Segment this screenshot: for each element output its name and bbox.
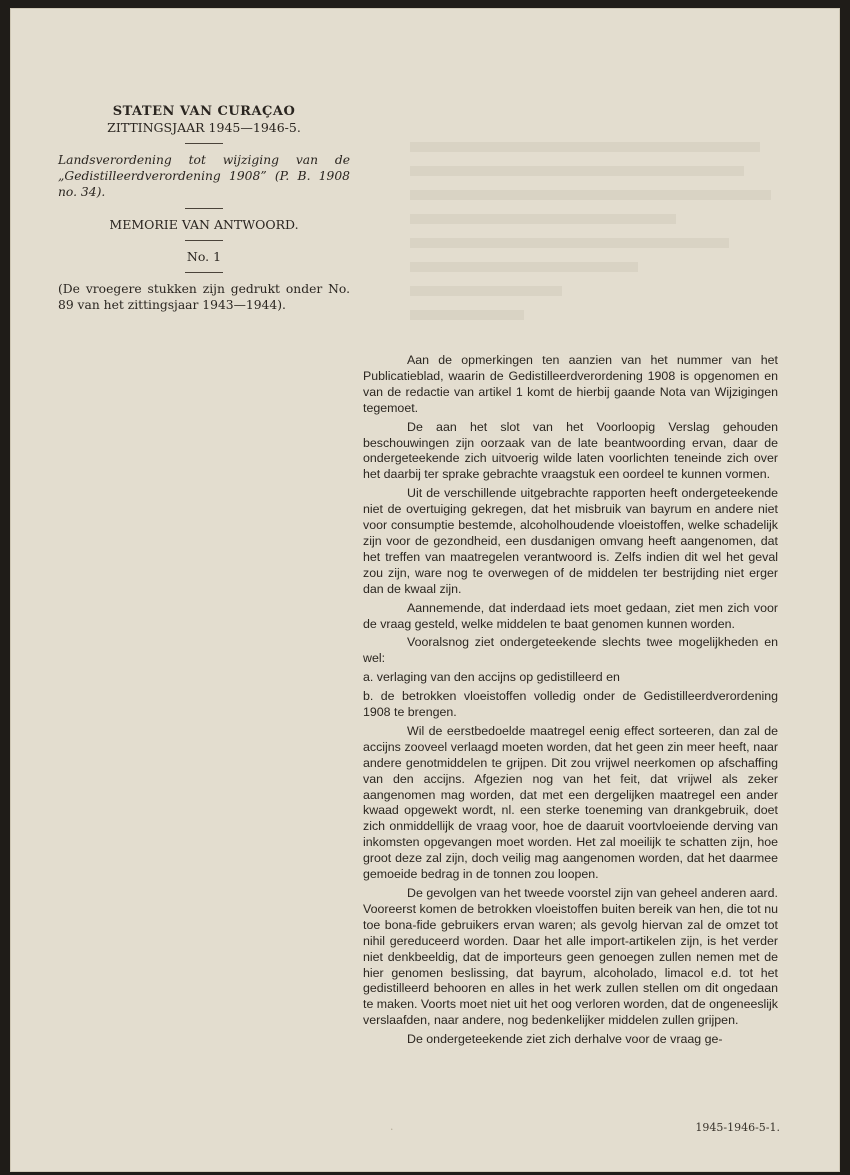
paragraph: Vooralsnog ziet ondergeteekende slechts twee mogelijkheden en wel: [363, 635, 778, 666]
bleed-through-shadow [410, 128, 790, 334]
memorandum-body [363, 353, 778, 1051]
divider [185, 143, 223, 144]
paragraph: Wil de eerstbedoelde maatregel eenig effect sorteeren, dan zal de accijns zooveel verlaagd moeten worden, dat het geen zin meer heeft, naar andere genotmiddelen te grijpen. Dit zou vrijwel neerkomen op afschaffing van den accijns. Afgezien nog van het feit, dat vrijwel als zeker aangenomen mag worden, dat met een dergelijken maatregel een ander kwaad opgewekt wordt, nl. een sterke toeneming van drankgebruik, doet zich onmiddellijk de vraag voor, hoe de daaruit voortvloeiende derving van inkomsten opgevangen moet worden. Het zal moeilijk te schatten zijn, hoe groot deze zal zijn, doch veilig mag aangenomen worden, dat het daarmee gemoeide bedrag in de tonnen zou loopen. [363, 723, 778, 882]
publisher-title: STATEN VAN CURAÇAO [112, 104, 296, 119]
paragraph: De ondergeteekende ziet zich derhalve voor de vraag ge- [407, 1032, 723, 1047]
prior-documents-note: (De vroegere stukken zijn gedrukt onder No. 89 van het zittingsjaar 1943—1944). [58, 282, 350, 312]
paragraph: De aan het slot van het Voorloopig Verslag gehouden beschouwingen zijn oorzaak van de late beantwoording ervan, daar de ondergeteekende zich uitvoerig wilde laten voorlichten teneinde zich over het daarbij ter sprake gebrachte vraagstuk een oordeel te kunnen vormen. [363, 419, 778, 482]
page-identifier: 1945-1946-5-1. [695, 1121, 780, 1134]
session-year: ZITTINGSJAAR 1945—1946-5. [107, 120, 301, 135]
document-page [10, 8, 840, 1172]
bleed-through-footer: · [390, 1123, 395, 1136]
document-header [58, 104, 350, 313]
divider [185, 240, 223, 241]
list-item: a. verlaging van den accijns op gedistilleerd en [363, 670, 620, 685]
document-number: No. 1 [186, 249, 222, 264]
paragraph: De gevolgen van het tweede voorstel zijn van geheel anderen aard. Vooreerst komen de betrokken vloeistoffen buiten bereik van hen, die tot nu toe bona-fide gebruikers ervan waren; als gevolg hiervan zal de omzet tot nihil gereduceerd worden. Daar het alle import-artikelen zijn, is het verder niet denkbeeldig, dat de importeurs geen genoegen zullen nemen met de hier genomen beslissing, dat bayrum, alcoholado, limacol e.d. tot het gedistilleerd behooren en alles in het werk zullen stellen om dit ongedaan te maken. Voorts moet niet uit het oog verloren worden, dat de ongeneeslijk verslaafden, naar andere, nog bedenkelijker middelen zullen grijpen. [363, 886, 778, 1028]
document-type: MEMORIE VAN ANTWOORD. [109, 217, 299, 232]
paragraph: Uit de verschillende uitgebrachte rapporten heeft ondergeteekende niet de overtuiging gekregen, dat het misbruik van bayrum en andere niet voor consumptie bestemde, alcoholhoudende vloeistoffen, welke schadelijk zijn voor de gezondheid, een dusdanigen omvang heeft aangenomen, dat het treffen van maatregelen verantwoord is. Zelfs indien dit wel het geval zou zijn, ware nog te overwegen of de middelen ter bestrijding niet erger dan de kwaal zijn. [363, 486, 778, 596]
divider [185, 208, 223, 209]
list-item: b. de betrokken vloeistoffen volledig onder de Gedistilleerdverordening 1908 te brengen. [363, 689, 778, 720]
paragraph: Aannemende, dat inderdaad iets moet gedaan, ziet men zich voor de vraag gesteld, welke middelen te baat genomen kunnen worden. [363, 600, 778, 631]
paragraph: Aan de opmerkingen ten aanzien van het nummer van het Publicatieblad, waarin de Gedistilleerdverordening 1908 is opgenomen en van de redactie van artikel 1 komt de hierbij gaande Nota van Wijzigingen tegemoet. [363, 353, 778, 415]
ordinance-subject: Landsverordening tot wijziging van de „Gedistilleerdverordening 1908” (P. B. 1908 no. 34). [58, 153, 350, 199]
divider [185, 272, 223, 273]
